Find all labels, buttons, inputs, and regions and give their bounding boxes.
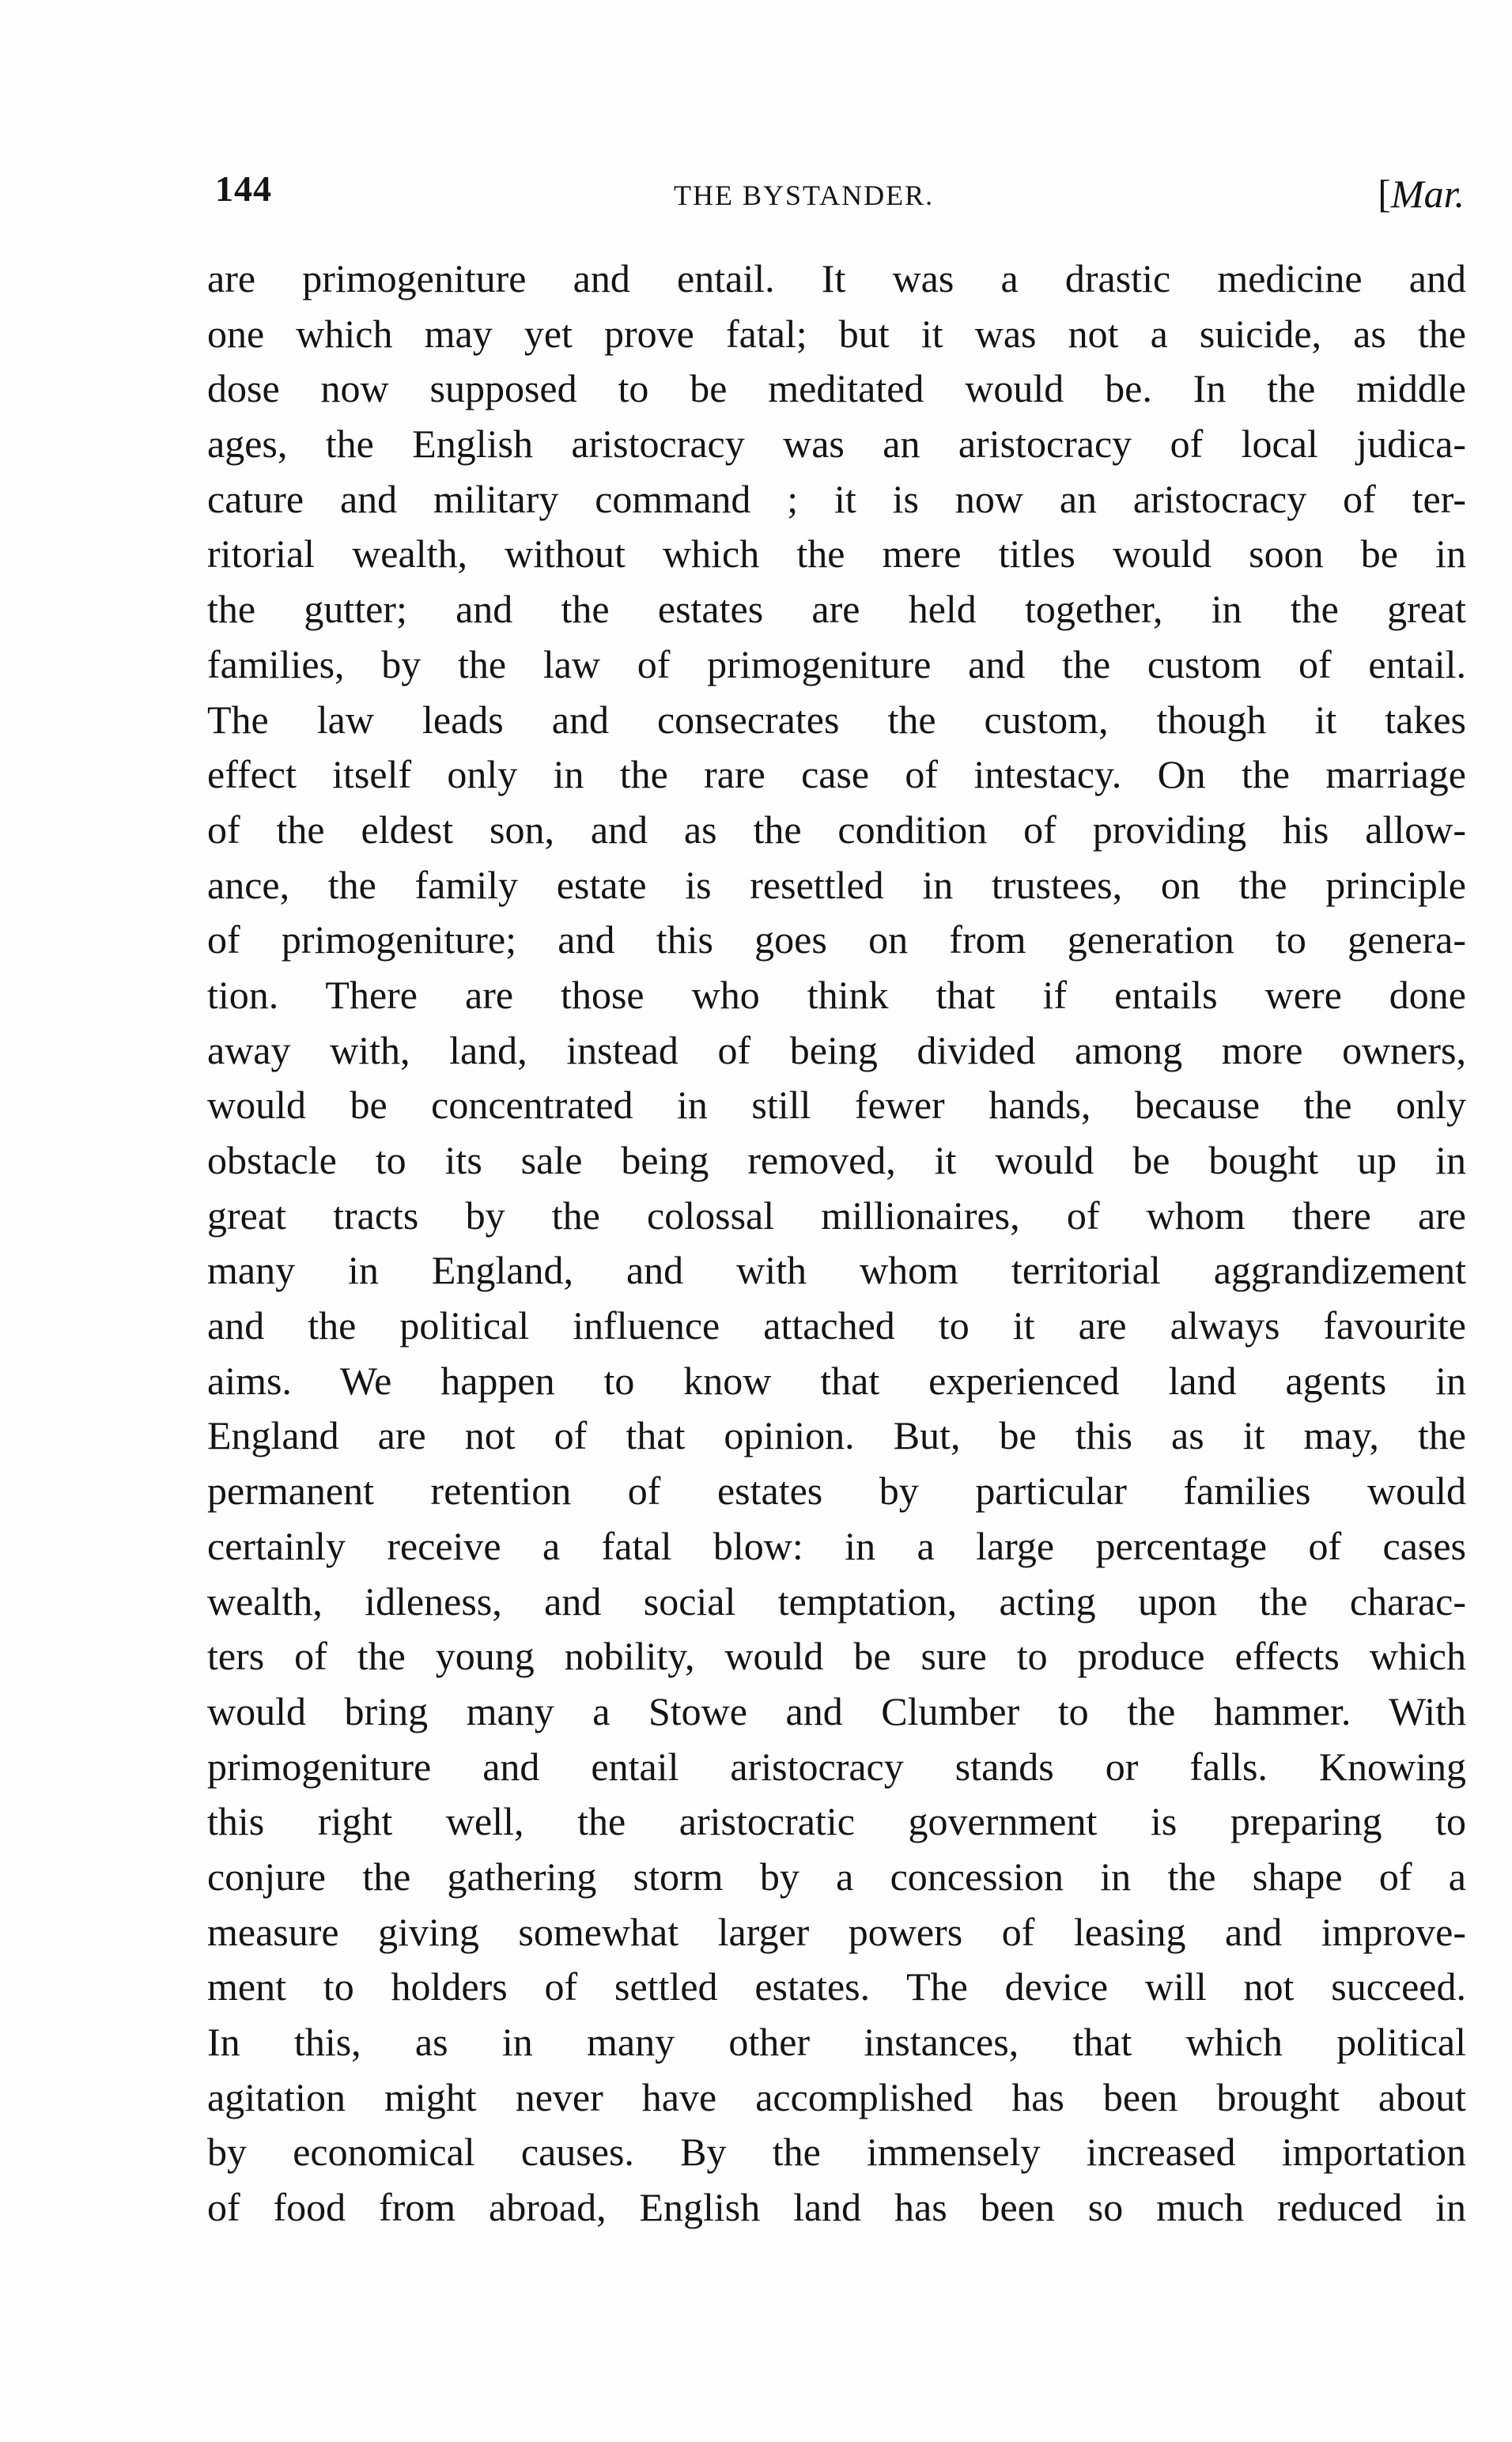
text-line: ages, the English aristocracy was an aristocracy of local judica-: [207, 421, 1466, 467]
text-line: of the eldest son, and as the condition of providing his allow-: [207, 807, 1466, 852]
month-bracket: [: [1378, 172, 1391, 216]
text-line: of primogeniture; and this goes on from generation to genera-: [207, 917, 1466, 962]
text-line: of food from abroad, English land has been so much reduced in: [207, 2185, 1466, 2230]
text-line: In this, as in many other instances, that which political: [207, 2020, 1466, 2064]
text-line: are primogeniture and entail. It was a drastic medicine and: [207, 256, 1466, 301]
text-line: great tracts by the colossal millionaires, of whom there are: [207, 1193, 1466, 1238]
text-line: agitation might never have accomplished has been brought about: [207, 2074, 1466, 2119]
text-line: tion. There are those who think that if entails were done: [207, 972, 1466, 1017]
text-line: many in England, and with whom territorial aggrandizement: [207, 1248, 1466, 1293]
text-line: measure giving somewhat larger powers of leasing and improve-: [207, 1909, 1466, 1954]
text-line: ance, the family estate is resettled in trustees, on the principle: [207, 862, 1466, 907]
text-line: conjure the gathering storm by a concession in the shape of a: [207, 1854, 1466, 1899]
text-line: ment to holders of settled estates. The device will not succeed.: [207, 1964, 1466, 2009]
running-head: [215, 168, 1480, 223]
text-line: effect itself only in the rare case of intestacy. On the marriage: [207, 752, 1466, 797]
text-line: this right well, the aristocratic government is preparing to: [207, 1799, 1466, 1844]
text-line: wealth, idleness, and social temptation, acting upon the charac-: [207, 1578, 1466, 1624]
text-line: England are not of that opinion. But, be this as it may, the: [207, 1413, 1466, 1458]
text-line: away with, land, instead of being divided among more owners,: [207, 1027, 1466, 1072]
text-line: dose now supposed to be meditated would be. In the middle: [207, 366, 1466, 411]
page-number: 144: [215, 168, 272, 209]
text-line: The law leads and consecrates the custom, though it takes: [207, 697, 1466, 742]
text-line: cature and military command ; it is now an aristocracy of ter-: [207, 476, 1466, 521]
text-line: families, by the law of primogeniture and the custom of entail.: [207, 641, 1466, 686]
body-text: [207, 251, 1466, 2236]
month-label: Mar.: [1390, 172, 1465, 216]
text-line: primogeniture and entail aristocracy stands or falls. Knowing: [207, 1744, 1466, 1789]
text-line: by economical causes. By the immensely increased importation: [207, 2130, 1466, 2175]
text-line: obstacle to its sale being removed, it would be bought up in: [207, 1138, 1466, 1182]
running-month: [1378, 171, 1465, 217]
text-line: certainly receive a fatal blow: in a large percentage of cases: [207, 1523, 1466, 1568]
text-line: permanent retention of estates by particular families would: [207, 1469, 1466, 1514]
text-line: one which may yet prove fatal; but it was not a suicide, as the: [207, 311, 1466, 356]
text-line: would be concentrated in still fewer hands, because the only: [207, 1083, 1466, 1128]
text-line: ritorial wealth, without which the mere titles would soon be in: [207, 531, 1466, 576]
text-line: and the political influence attached to it are always favourite: [207, 1303, 1466, 1348]
text-line: ters of the young nobility, would be sure to produce effects which: [207, 1634, 1466, 1679]
text-line: the gutter; and the estates are held together, in the great: [207, 587, 1466, 632]
text-line: would bring many a Stowe and Clumber to the hammer. With: [207, 1688, 1466, 1733]
text-line: aims. We happen to know that experienced land agents in: [207, 1358, 1466, 1403]
running-title: THE BYSTANDER.: [674, 180, 935, 211]
